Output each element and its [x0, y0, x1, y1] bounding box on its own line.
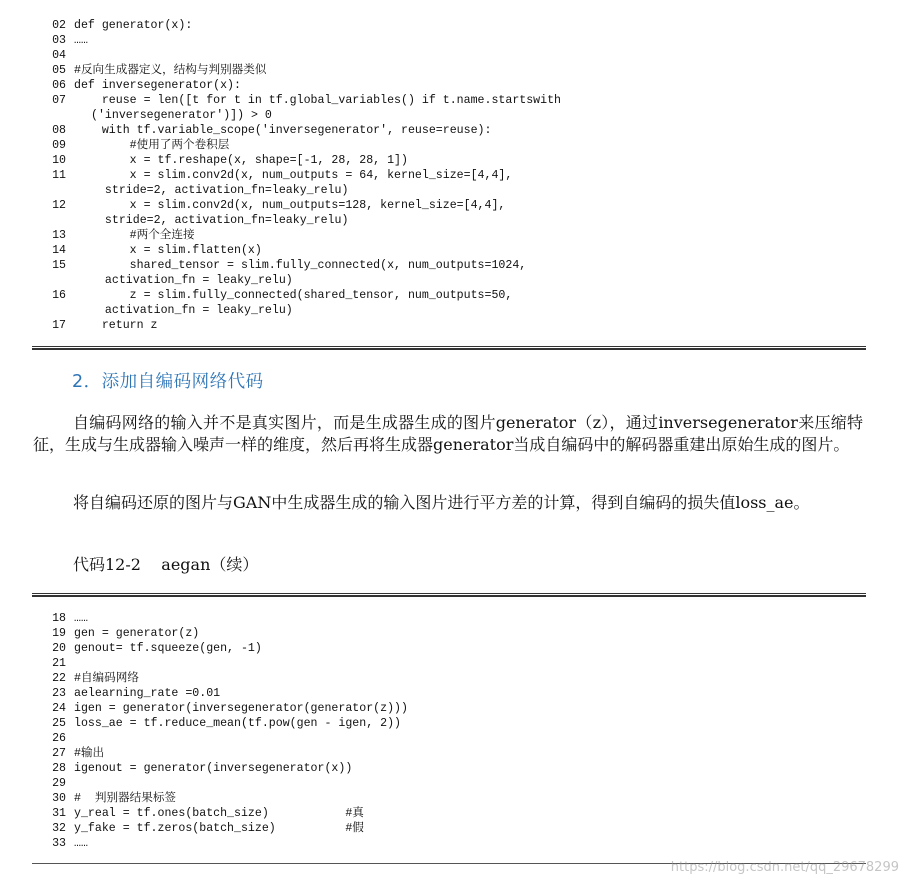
line-number: 22 — [52, 672, 66, 685]
code-caption: 代码12-2 aegan（续） — [73, 555, 259, 574]
line-number: 32 — [52, 822, 66, 835]
code-line — [32, 168, 512, 183]
code-line — [32, 18, 192, 33]
code-text: x = slim.flatten(x) — [74, 244, 262, 257]
line-number: 19 — [52, 627, 66, 640]
code-line — [32, 303, 293, 318]
code-text: #自编码网络 — [74, 672, 139, 685]
code-line — [32, 686, 220, 701]
line-number: 06 — [52, 79, 66, 92]
code-line — [32, 258, 526, 273]
code-text: reuse = len([t for t in tf.global_variables() if t.name.startswith — [74, 94, 562, 107]
line-number: 20 — [52, 642, 66, 655]
code-text: return z — [74, 319, 158, 332]
code-line — [32, 656, 74, 671]
code-line — [32, 243, 262, 258]
code-line — [32, 716, 401, 731]
code-line — [32, 731, 74, 746]
code-line — [32, 138, 229, 153]
line-number: 18 — [52, 612, 66, 625]
code-line — [32, 836, 88, 851]
code-text: gen = generator(z) — [74, 627, 200, 640]
code-block-1-bottom-rule — [32, 346, 866, 350]
code-text: z = slim.fully_connected(shared_tensor, num_outputs=50, — [74, 289, 513, 302]
code-line — [32, 791, 176, 806]
line-number: 07 — [52, 94, 66, 107]
line-number: 05 — [52, 64, 66, 77]
code-line — [32, 701, 408, 716]
line-number: 25 — [52, 717, 66, 730]
line-number: 12 — [52, 199, 66, 212]
code-line — [32, 273, 293, 288]
code-text: #输出 — [74, 747, 105, 760]
line-number: 11 — [52, 169, 66, 182]
line-number: 24 — [52, 702, 66, 715]
code-line — [32, 48, 74, 63]
code-line — [32, 153, 408, 168]
code-line — [32, 213, 348, 228]
code-line — [32, 78, 241, 93]
line-number: 09 — [52, 139, 66, 152]
code-text: aelearning_rate =0.01 — [74, 687, 221, 700]
section-heading: 2．添加自编码网络代码 — [72, 372, 264, 392]
line-number: 30 — [52, 792, 66, 805]
code-text: genout= tf.squeeze(gen, -1) — [74, 642, 262, 655]
code-text: loss_ae = tf.reduce_mean(tf.pow(gen - igen, 2)) — [74, 717, 401, 730]
code-text: x = tf.reshape(x, shape=[-1, 28, 28, 1]) — [74, 154, 408, 167]
line-number: 27 — [52, 747, 66, 760]
line-number: 13 — [52, 229, 66, 242]
code-text: ('inversegenerator')]) > 0 — [91, 109, 272, 122]
watermark: https://blog.csdn.net/qq_29678299 — [670, 860, 899, 875]
code-text: stride=2, activation_fn=leaky_relu) — [91, 214, 349, 227]
code-text: …… — [74, 837, 88, 850]
code-line — [32, 821, 364, 836]
paragraph-2: 将自编码还原的图片与GAN中生成器生成的输入图片进行平方差的计算，得到自编码的损失值loss_ae。 — [73, 493, 810, 512]
code-block-1 — [32, 18, 866, 338]
code-text: y_real = tf.ones(batch_size) #真 — [74, 807, 364, 820]
code-text: igenout = generator(inversegenerator(x)) — [74, 762, 353, 775]
line-number: 31 — [52, 807, 66, 820]
line-number: 21 — [52, 657, 66, 670]
code-line — [32, 626, 199, 641]
code-text: def inversegenerator(x): — [74, 79, 241, 92]
code-text: with tf.variable_scope('inversegenerator', reuse=reuse): — [74, 124, 492, 137]
code-block-2 — [32, 611, 866, 853]
code-line — [32, 641, 262, 656]
code-text: #使用了两个卷积层 — [74, 139, 230, 152]
code-text: …… — [74, 612, 88, 625]
code-line — [32, 63, 266, 78]
code-text: shared_tensor = slim.fully_connected(x, num_outputs=1024, — [74, 259, 527, 272]
code-line — [32, 33, 88, 48]
line-number: 16 — [52, 289, 66, 302]
code-line — [32, 183, 348, 198]
code-line — [32, 746, 104, 761]
code-line — [32, 93, 561, 108]
code-text: …… — [74, 34, 88, 47]
code-line — [32, 776, 74, 791]
paragraph-1: 自编码网络的输入并不是真实图片，而是生成器生成的图片generator（z），通过inversegenerator来压缩特征，生成与生成器输入噪声一样的维度，然后再将生成器generator当成自编码中的解码器重建出原始生成的图片。 — [33, 413, 863, 454]
code-line — [32, 108, 272, 123]
line-number: 14 — [52, 244, 66, 257]
line-number: 28 — [52, 762, 66, 775]
line-number: 23 — [52, 687, 66, 700]
code-line — [32, 198, 505, 213]
line-number: 08 — [52, 124, 66, 137]
code-line — [32, 611, 88, 626]
code-text: #反向生成器定义，结构与判别器类似 — [74, 64, 267, 77]
line-number: 17 — [52, 319, 66, 332]
code-text: # 判别器结果标签 — [74, 792, 177, 805]
line-number: 10 — [52, 154, 66, 167]
code-block-2-top-rule — [32, 593, 866, 597]
line-number: 03 — [52, 34, 66, 47]
line-number: 15 — [52, 259, 66, 272]
line-number: 29 — [52, 777, 66, 790]
code-line — [32, 228, 195, 243]
line-number: 04 — [52, 49, 66, 62]
code-text: x = slim.conv2d(x, num_outputs=128, kernel_size=[4,4], — [74, 199, 506, 212]
code-text: activation_fn = leaky_relu) — [91, 304, 293, 317]
code-text: activation_fn = leaky_relu) — [91, 274, 293, 287]
code-text: y_fake = tf.zeros(batch_size) #假 — [74, 822, 364, 835]
line-number: 33 — [52, 837, 66, 850]
code-text: stride=2, activation_fn=leaky_relu) — [91, 184, 349, 197]
line-number: 02 — [52, 19, 66, 32]
code-line — [32, 806, 364, 821]
code-text: #两个全连接 — [74, 229, 195, 242]
code-line — [32, 318, 158, 333]
code-line — [32, 288, 512, 303]
code-line — [32, 761, 352, 776]
code-text: igen = generator(inversegenerator(generator(z))) — [74, 702, 408, 715]
code-line — [32, 671, 139, 686]
line-number: 26 — [52, 732, 66, 745]
code-line — [32, 123, 491, 138]
code-text: x = slim.conv2d(x, num_outputs = 64, kernel_size=[4,4], — [74, 169, 513, 182]
code-text: def generator(x): — [74, 19, 193, 32]
